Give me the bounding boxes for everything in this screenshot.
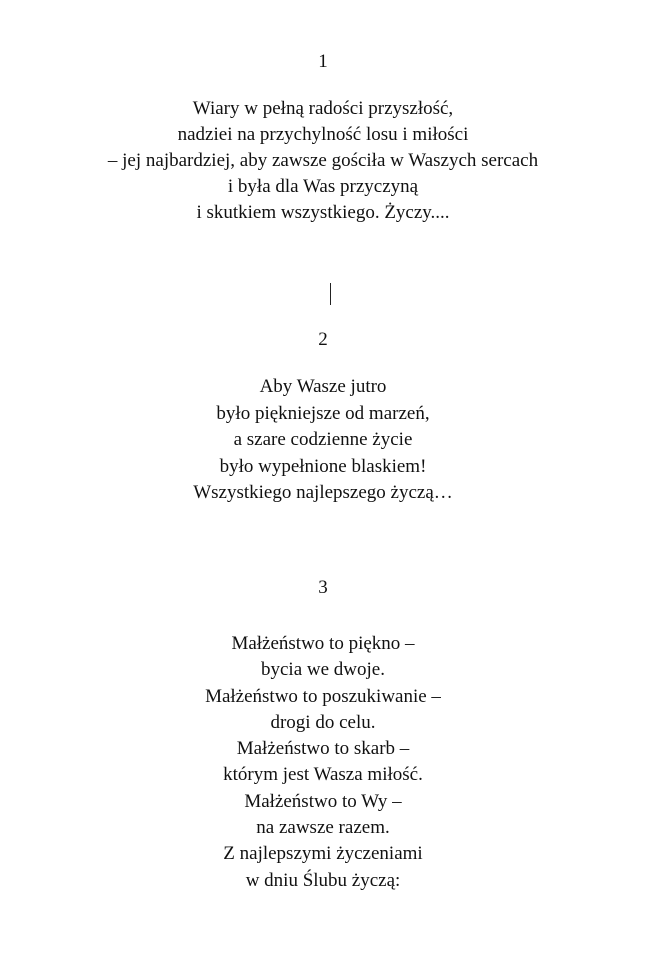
- section-number: 1: [318, 51, 328, 72]
- verse-block: [0, 374, 646, 507]
- verse-line: było wypełnione blaskiem!: [219, 455, 427, 477]
- text-cursor: [330, 283, 331, 305]
- verse-line: Małżeństwo to skarb –: [236, 738, 410, 760]
- verse-block: [0, 96, 646, 226]
- verse-line: Aby Wasze jutro: [259, 376, 387, 397]
- verse-block: [0, 631, 646, 894]
- verse-line: na zawsze razem.: [256, 817, 390, 839]
- verse-line: i skutkiem wszystkiego. Życzy....: [196, 202, 450, 223]
- verse-line: i była dla Was przyczyną: [227, 176, 419, 197]
- verse-line: nadziei na przychylność losu i miłości: [177, 124, 469, 145]
- verse-line: Wiary w pełną radości przyszłość,: [192, 98, 454, 119]
- verse-line: Małżeństwo to Wy –: [244, 790, 402, 812]
- verse-line: drogi do celu.: [270, 711, 376, 733]
- verse-line: było piękniejsze od marzeń,: [216, 402, 430, 424]
- section-number: 3: [318, 577, 328, 598]
- verse-line: w dniu Ślubu życzą:: [245, 869, 401, 891]
- verse-line: Małżeństwo to piękno –: [231, 633, 415, 654]
- verse-line: a szare codzienne życie: [233, 429, 413, 450]
- verse-line: Wszystkiego najlepszego życzą…: [193, 482, 453, 503]
- section-number: 2: [318, 329, 328, 350]
- verse-line: bycia we dwoje.: [261, 659, 385, 681]
- verse-line: – jej najbardziej, aby zawsze gościła w Waszych sercach: [107, 150, 539, 171]
- verse-line: którym jest Wasza miłość.: [223, 764, 423, 786]
- verse-line: Małżeństwo to poszukiwanie –: [205, 685, 441, 707]
- verse-line: Z najlepszymi życzeniami: [223, 843, 423, 865]
